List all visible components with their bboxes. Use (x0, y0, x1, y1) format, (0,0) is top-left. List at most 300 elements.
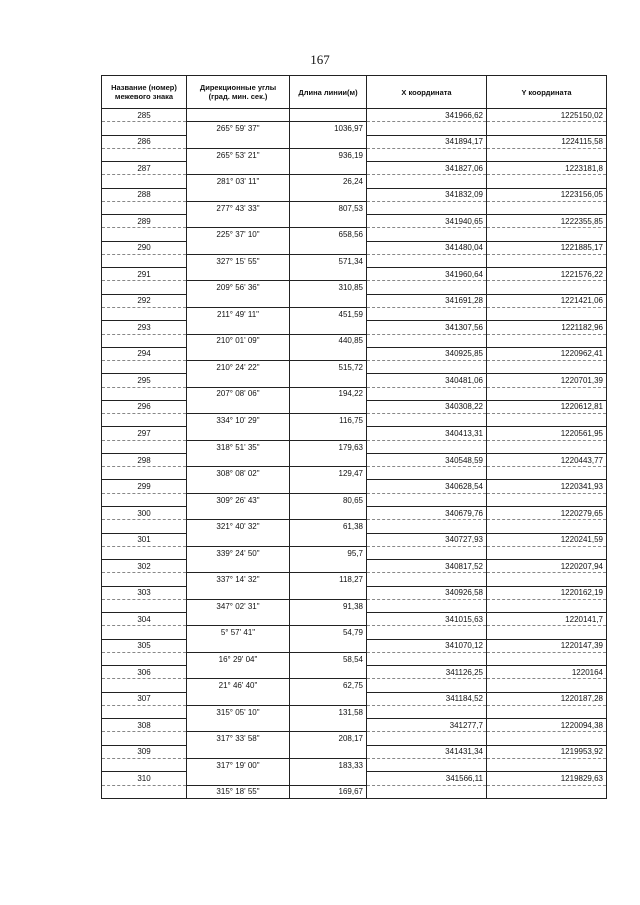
y-coordinate: 1220164 (487, 666, 607, 679)
empty-cell (187, 427, 290, 440)
x-coordinate: 340926,58 (367, 586, 487, 599)
point-name: 310 (102, 772, 187, 785)
empty-cell (102, 705, 187, 718)
empty-cell (367, 254, 487, 267)
segment-row (102, 626, 607, 639)
direction-angle: 315° 05' 10" (187, 705, 290, 718)
point-row (102, 374, 607, 387)
point-name: 299 (102, 480, 187, 493)
empty-cell (487, 254, 607, 267)
empty-cell (290, 400, 367, 413)
line-length: 129,47 (290, 467, 367, 480)
empty-cell (187, 613, 290, 626)
empty-cell (290, 560, 367, 573)
empty-cell (367, 759, 487, 772)
point-row (102, 347, 607, 360)
empty-cell (290, 613, 367, 626)
empty-cell (102, 414, 187, 427)
segment-row (102, 652, 607, 665)
header-point-name: Название (номер) межевого знака (102, 76, 187, 109)
y-coordinate: 1220962,41 (487, 347, 607, 360)
line-length: 169,67 (290, 785, 367, 798)
x-coordinate: 341184,52 (367, 692, 487, 705)
empty-cell (367, 679, 487, 692)
y-coordinate: 1220701,39 (487, 374, 607, 387)
empty-cell (367, 387, 487, 400)
line-length: 118,27 (290, 573, 367, 586)
direction-angle: 211° 49' 11" (187, 307, 290, 320)
empty-cell (290, 480, 367, 493)
segment-row (102, 493, 607, 506)
empty-cell (487, 228, 607, 241)
empty-cell (102, 361, 187, 374)
table-body (102, 109, 607, 799)
empty-cell (290, 188, 367, 201)
point-row (102, 745, 607, 758)
empty-cell (187, 745, 290, 758)
direction-angle: 225° 37' 10" (187, 228, 290, 241)
x-coordinate: 341566,11 (367, 772, 487, 785)
empty-cell (290, 135, 367, 148)
empty-cell (367, 467, 487, 480)
empty-cell (102, 387, 187, 400)
point-row (102, 400, 607, 413)
point-row (102, 613, 607, 626)
line-length: 451,59 (290, 307, 367, 320)
empty-cell (290, 506, 367, 519)
empty-cell (187, 188, 290, 201)
x-coordinate: 341126,25 (367, 666, 487, 679)
empty-cell (102, 785, 187, 798)
point-name: 288 (102, 188, 187, 201)
direction-angle: 327° 15' 55" (187, 254, 290, 267)
line-length: 61,38 (290, 520, 367, 533)
point-name: 308 (102, 719, 187, 732)
direction-angle: 210° 24' 22" (187, 361, 290, 374)
point-name: 297 (102, 427, 187, 440)
empty-cell (102, 599, 187, 612)
direction-angle: 5° 57' 41" (187, 626, 290, 639)
segment-row (102, 440, 607, 453)
empty-cell (102, 759, 187, 772)
empty-cell (290, 215, 367, 228)
empty-cell (367, 228, 487, 241)
point-name: 301 (102, 533, 187, 546)
x-coordinate: 341940,65 (367, 215, 487, 228)
empty-cell (187, 347, 290, 360)
empty-cell (102, 679, 187, 692)
y-coordinate: 1220612,81 (487, 400, 607, 413)
empty-cell (102, 281, 187, 294)
empty-cell (290, 294, 367, 307)
segment-row (102, 759, 607, 772)
x-coordinate: 340413,31 (367, 427, 487, 440)
point-row (102, 772, 607, 785)
empty-cell (102, 573, 187, 586)
x-coordinate: 341832,09 (367, 188, 487, 201)
segment-row (102, 785, 607, 798)
empty-cell (187, 241, 290, 254)
empty-cell (187, 374, 290, 387)
coordinates-table (101, 75, 607, 799)
point-name: 292 (102, 294, 187, 307)
line-length: 62,75 (290, 679, 367, 692)
empty-cell (102, 122, 187, 135)
empty-cell (290, 533, 367, 546)
direction-angle: 321° 40' 32" (187, 520, 290, 533)
point-name: 306 (102, 666, 187, 679)
y-coordinate: 1220279,65 (487, 506, 607, 519)
line-length: 310,85 (290, 281, 367, 294)
empty-cell (367, 148, 487, 161)
point-name: 300 (102, 506, 187, 519)
direction-angle: 317° 33' 58" (187, 732, 290, 745)
empty-cell (102, 440, 187, 453)
empty-cell (487, 414, 607, 427)
empty-cell (102, 467, 187, 480)
point-row (102, 533, 607, 546)
empty-cell (102, 334, 187, 347)
empty-cell (367, 626, 487, 639)
direction-angle: 16° 29' 04" (187, 652, 290, 665)
point-row (102, 506, 607, 519)
line-length: 658,56 (290, 228, 367, 241)
y-coordinate: 1220141,7 (487, 613, 607, 626)
line-length: 54,79 (290, 626, 367, 639)
empty-cell (187, 294, 290, 307)
empty-cell (187, 639, 290, 652)
y-coordinate: 1225150,02 (487, 109, 607, 122)
direction-angle: 317° 19' 00" (187, 759, 290, 772)
segment-row (102, 334, 607, 347)
y-coordinate: 1221421,06 (487, 294, 607, 307)
x-coordinate: 341960,64 (367, 268, 487, 281)
empty-cell (367, 281, 487, 294)
y-coordinate: 1220162,19 (487, 586, 607, 599)
empty-cell (187, 453, 290, 466)
empty-cell (487, 387, 607, 400)
empty-cell (187, 109, 290, 122)
empty-cell (290, 639, 367, 652)
empty-cell (290, 321, 367, 334)
empty-cell (367, 520, 487, 533)
empty-cell (487, 334, 607, 347)
empty-cell (367, 573, 487, 586)
empty-cell (187, 560, 290, 573)
direction-angle: 315° 18' 55" (187, 785, 290, 798)
y-coordinate: 1223181,8 (487, 162, 607, 175)
line-length: 571,34 (290, 254, 367, 267)
line-length: 179,63 (290, 440, 367, 453)
empty-cell (367, 307, 487, 320)
point-name: 309 (102, 745, 187, 758)
empty-cell (367, 732, 487, 745)
empty-cell (290, 772, 367, 785)
empty-cell (290, 666, 367, 679)
empty-cell (487, 785, 607, 798)
empty-cell (187, 400, 290, 413)
header-y-coordinate: Y координата (487, 76, 607, 109)
direction-angle: 308° 08' 02" (187, 467, 290, 480)
header-line-length: Длина линии(м) (290, 76, 367, 109)
empty-cell (187, 719, 290, 732)
empty-cell (102, 652, 187, 665)
point-name: 291 (102, 268, 187, 281)
empty-cell (187, 135, 290, 148)
point-row (102, 639, 607, 652)
point-row (102, 719, 607, 732)
line-length: 807,53 (290, 201, 367, 214)
segment-row (102, 414, 607, 427)
empty-cell (290, 162, 367, 175)
point-row (102, 427, 607, 440)
empty-cell (290, 745, 367, 758)
empty-cell (487, 705, 607, 718)
x-coordinate: 340727,93 (367, 533, 487, 546)
direction-angle: 21° 46' 40" (187, 679, 290, 692)
empty-cell (487, 759, 607, 772)
point-name: 286 (102, 135, 187, 148)
point-row (102, 241, 607, 254)
empty-cell (187, 480, 290, 493)
x-coordinate: 340925,85 (367, 347, 487, 360)
empty-cell (290, 586, 367, 599)
point-row (102, 268, 607, 281)
direction-angle: 337° 14' 32" (187, 573, 290, 586)
point-name: 298 (102, 453, 187, 466)
x-coordinate: 341966,62 (367, 109, 487, 122)
x-coordinate: 341691,28 (367, 294, 487, 307)
point-row (102, 586, 607, 599)
empty-cell (290, 347, 367, 360)
empty-cell (367, 652, 487, 665)
direction-angle: 318° 51' 35" (187, 440, 290, 453)
empty-cell (487, 307, 607, 320)
line-length: 116,75 (290, 414, 367, 427)
empty-cell (487, 679, 607, 692)
empty-cell (367, 414, 487, 427)
empty-cell (102, 732, 187, 745)
empty-cell (487, 175, 607, 188)
empty-cell (102, 520, 187, 533)
empty-cell (187, 162, 290, 175)
header-x-coordinate: X координата (367, 76, 487, 109)
y-coordinate: 1220443,77 (487, 453, 607, 466)
empty-cell (187, 692, 290, 705)
x-coordinate: 340308,22 (367, 400, 487, 413)
y-coordinate: 1221182,96 (487, 321, 607, 334)
empty-cell (290, 719, 367, 732)
empty-cell (487, 573, 607, 586)
point-row (102, 321, 607, 334)
y-coordinate: 1224115,58 (487, 135, 607, 148)
segment-row (102, 599, 607, 612)
point-name: 296 (102, 400, 187, 413)
segment-row (102, 175, 607, 188)
point-name: 303 (102, 586, 187, 599)
empty-cell (187, 321, 290, 334)
direction-angle: 265° 59' 37" (187, 122, 290, 135)
segment-row (102, 307, 607, 320)
segment-row (102, 201, 607, 214)
empty-cell (290, 692, 367, 705)
y-coordinate: 1220241,59 (487, 533, 607, 546)
point-name: 307 (102, 692, 187, 705)
empty-cell (487, 493, 607, 506)
empty-cell (367, 334, 487, 347)
point-name: 305 (102, 639, 187, 652)
segment-row (102, 148, 607, 161)
empty-cell (487, 626, 607, 639)
line-length: 194,22 (290, 387, 367, 400)
point-name: 287 (102, 162, 187, 175)
empty-cell (290, 268, 367, 281)
empty-cell (367, 175, 487, 188)
x-coordinate: 340481,06 (367, 374, 487, 387)
point-name: 294 (102, 347, 187, 360)
y-coordinate: 1223156,05 (487, 188, 607, 201)
empty-cell (487, 122, 607, 135)
point-name: 290 (102, 241, 187, 254)
x-coordinate: 341015,63 (367, 613, 487, 626)
empty-cell (187, 268, 290, 281)
empty-cell (187, 772, 290, 785)
empty-cell (102, 148, 187, 161)
x-coordinate: 340628,54 (367, 480, 487, 493)
segment-row (102, 732, 607, 745)
segment-row (102, 361, 607, 374)
point-name: 293 (102, 321, 187, 334)
segment-row (102, 122, 607, 135)
y-coordinate: 1220207,94 (487, 560, 607, 573)
x-coordinate: 341431,34 (367, 745, 487, 758)
empty-cell (102, 307, 187, 320)
segment-row (102, 705, 607, 718)
empty-cell (487, 148, 607, 161)
point-row (102, 294, 607, 307)
empty-cell (187, 506, 290, 519)
segment-row (102, 228, 607, 241)
x-coordinate: 341277,7 (367, 719, 487, 732)
direction-angle: 347° 02' 31" (187, 599, 290, 612)
empty-cell (187, 666, 290, 679)
empty-cell (102, 626, 187, 639)
empty-cell (187, 586, 290, 599)
empty-cell (367, 493, 487, 506)
empty-cell (487, 201, 607, 214)
line-length: 95,7 (290, 546, 367, 559)
y-coordinate: 1222355,85 (487, 215, 607, 228)
x-coordinate: 341307,56 (367, 321, 487, 334)
segment-row (102, 679, 607, 692)
line-length: 91,38 (290, 599, 367, 612)
empty-cell (187, 533, 290, 546)
empty-cell (367, 785, 487, 798)
empty-cell (367, 440, 487, 453)
page-number: 167 (310, 52, 330, 67)
x-coordinate: 341070,12 (367, 639, 487, 652)
direction-angle: 339° 24' 50" (187, 546, 290, 559)
point-row (102, 188, 607, 201)
line-length: 26,24 (290, 175, 367, 188)
line-length: 131,58 (290, 705, 367, 718)
direction-angle: 334° 10' 29" (187, 414, 290, 427)
y-coordinate: 1220561,95 (487, 427, 607, 440)
line-length: 183,33 (290, 759, 367, 772)
point-row (102, 560, 607, 573)
empty-cell (102, 546, 187, 559)
segment-row (102, 546, 607, 559)
segment-row (102, 467, 607, 480)
empty-cell (102, 254, 187, 267)
point-name: 285 (102, 109, 187, 122)
point-row (102, 666, 607, 679)
empty-cell (102, 175, 187, 188)
empty-cell (487, 520, 607, 533)
point-row (102, 215, 607, 228)
y-coordinate: 1219953,92 (487, 745, 607, 758)
point-row (102, 480, 607, 493)
empty-cell (487, 440, 607, 453)
y-coordinate: 1220147,39 (487, 639, 607, 652)
point-row (102, 162, 607, 175)
empty-cell (102, 493, 187, 506)
point-name: 289 (102, 215, 187, 228)
empty-cell (367, 201, 487, 214)
direction-angle: 207° 08' 06" (187, 387, 290, 400)
line-length: 58,54 (290, 652, 367, 665)
x-coordinate: 341480,04 (367, 241, 487, 254)
empty-cell (487, 546, 607, 559)
direction-angle: 309° 26' 43" (187, 493, 290, 506)
point-name: 295 (102, 374, 187, 387)
x-coordinate: 340679,76 (367, 506, 487, 519)
empty-cell (367, 122, 487, 135)
empty-cell (367, 705, 487, 718)
point-row (102, 109, 607, 122)
line-length: 440,85 (290, 334, 367, 347)
empty-cell (487, 599, 607, 612)
segment-row (102, 254, 607, 267)
y-coordinate: 1221885,17 (487, 241, 607, 254)
header-direction-angle: Дирекционные углы (град. мин. сек.) (187, 76, 290, 109)
segment-row (102, 520, 607, 533)
empty-cell (187, 215, 290, 228)
line-length: 936,19 (290, 148, 367, 161)
segment-row (102, 387, 607, 400)
x-coordinate: 341894,17 (367, 135, 487, 148)
y-coordinate: 1221576,22 (487, 268, 607, 281)
x-coordinate: 341827,06 (367, 162, 487, 175)
empty-cell (290, 109, 367, 122)
segment-row (102, 573, 607, 586)
line-length: 80,65 (290, 493, 367, 506)
y-coordinate: 1220341,93 (487, 480, 607, 493)
direction-angle: 210° 01' 09" (187, 334, 290, 347)
point-row (102, 453, 607, 466)
empty-cell (487, 361, 607, 374)
line-length: 208,17 (290, 732, 367, 745)
point-name: 302 (102, 560, 187, 573)
empty-cell (102, 201, 187, 214)
segment-row (102, 281, 607, 294)
empty-cell (367, 599, 487, 612)
point-row (102, 135, 607, 148)
y-coordinate: 1220094,38 (487, 719, 607, 732)
empty-cell (290, 427, 367, 440)
table-header-row (102, 76, 607, 109)
line-length: 1036,97 (290, 122, 367, 135)
